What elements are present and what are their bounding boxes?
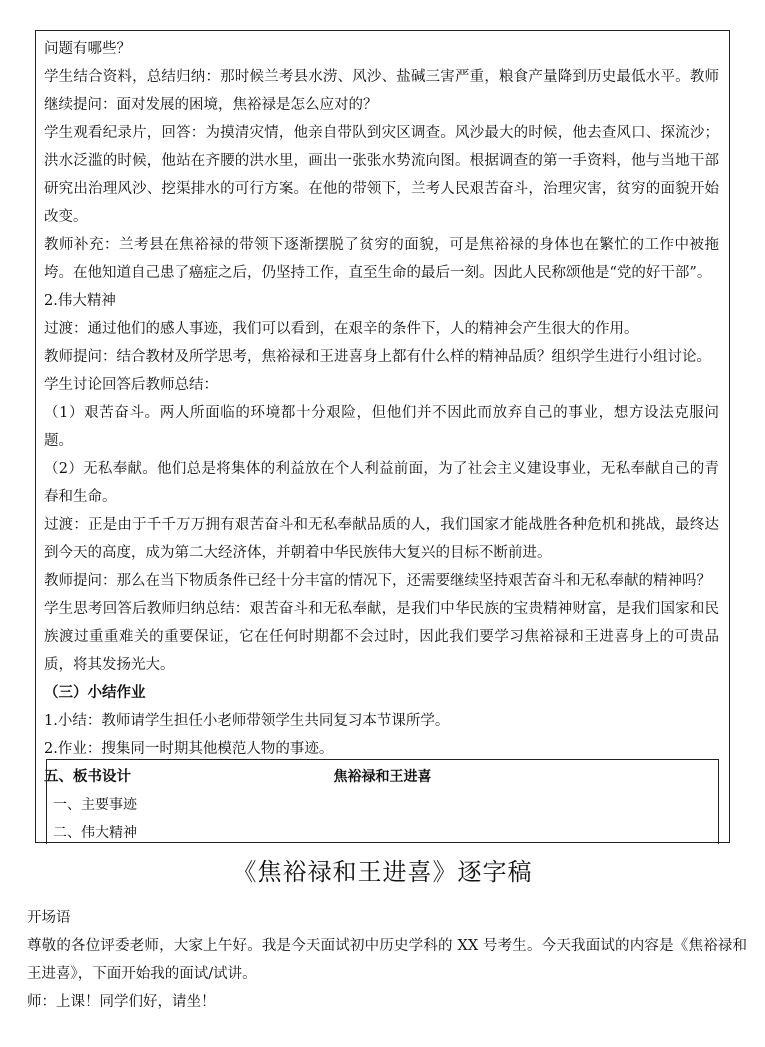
paragraph-final-summary: 学生思考回答后教师归纳总结：艰苦奋斗和无私奉献，是我们中华民族的宝贵精神财富，是我们国家和民族渡过重重难关的重要保证，它在任何时期都不会过时，因此我们要学习焦裕禄和王进喜身上的可贵品质，将其发扬光大。 (44, 601, 719, 673)
paragraph-transition-1: 过渡：通过他们的感人事迹，我们可以看到，在艰辛的条件下，人的精神会产生很大的作用。 (44, 321, 639, 337)
paragraph-student-answer: 学生观看纪录片，回答：为摸清灾情，他亲自带队到灾区调查。风沙最大的时候，他去查风口、探流沙；洪水泛滥的时候，他站在齐腰的洪水里，画出一张张水势流向图。根据调查的第一手资料，他与当地干部研究出治理风沙、挖渠排水的可行方案。在他的带领下，兰考人民艰苦奋斗，治理灾害，贫穷的面貌开始改变。 (44, 125, 719, 225)
document-title: 《焦裕禄和王进喜》逐字稿 (232, 858, 533, 886)
paragraph-teacher-question-2: 教师提问：那么在当下物质条件已经十分丰富的情况下，还需要继续坚持艰苦奋斗和无私奉献的精神吗？ (44, 573, 711, 589)
board-design-box (46, 759, 719, 844)
paragraph-transition-2: 过渡：正是由于千千万万拥有艰苦奋斗和无私奉献品质的人，我们国家才能战胜各种危机和挑战，最终达到今天的高度，成为第二大经济体，并朝着中华民族伟大复兴的目标不断前进。 (44, 517, 719, 561)
board-title: 焦裕禄和王进喜 (333, 769, 432, 785)
verbatim-script (27, 904, 747, 1016)
script-heading: 开场语 (27, 910, 71, 926)
board-item-main-deeds: 一、主要事迹 (53, 797, 137, 813)
script-line-class-start: 师：上课！同学们好，请坐！ (27, 994, 216, 1010)
script-line-opening: 尊敬的各位评委老师，大家上午好。我是今天面试初中历史学科的 XX 号考生。今天我面试的内容是《焦裕禄和王进喜》，下面开始我的面试/试讲。 (27, 938, 747, 982)
lesson-plan-box (35, 30, 730, 843)
homework-item: 2.作业：搜集同一时期其他模范人物的事迹。 (44, 741, 334, 757)
paragraph-point-1: （1）艰苦奋斗。两人所面临的环境都十分艰险，但他们并不因此而放弃自己的事业，想方设法克服问题。 (44, 405, 719, 449)
paragraph-question-end: 问题有哪些？ (44, 41, 131, 57)
board-item-great-spirit: 二、伟大精神 (53, 825, 137, 841)
subheading-great-spirit: 2.伟大精神 (44, 293, 116, 309)
paragraph-student-summary: 学生结合资料，总结归纳：那时候兰考县水涝、风沙、盐碱三害严重，粮食产量降到历史最低水平。教师继续提问：面对发展的困境，焦裕禄是怎么应对的？ (44, 69, 719, 113)
summary-item: 1.小结：教师请学生担任小老师带领学生共同复习本节课所学。 (44, 713, 450, 729)
section-heading-summary-homework: （三）小结作业 (44, 684, 146, 701)
paragraph-discussion-summary: 学生讨论回答后教师总结： (44, 377, 218, 393)
paragraph-teacher-supplement: 教师补充：兰考县在焦裕禄的带领下逐渐摆脱了贫穷的面貌，可是焦裕禄的身体也在繁忙的工作中被拖垮。在他知道自己患了癌症之后，仍坚持工作，直至生命的最后一刻。因此人民称颂他是“党的好干部”。 (44, 237, 719, 281)
paragraph-teacher-question-1: 教师提问：结合教材及所学思考，焦裕禄和王进喜身上都有什么样的精神品质？组织学生进行小组讨论。 (44, 349, 711, 365)
paragraph-point-2: （2）无私奉献。他们总是将集体的利益放在个人利益前面，为了社会主义建设事业，无私奉献自己的青春和生命。 (44, 461, 719, 505)
section-heading-board-design: 五、板书设计 (44, 768, 131, 785)
